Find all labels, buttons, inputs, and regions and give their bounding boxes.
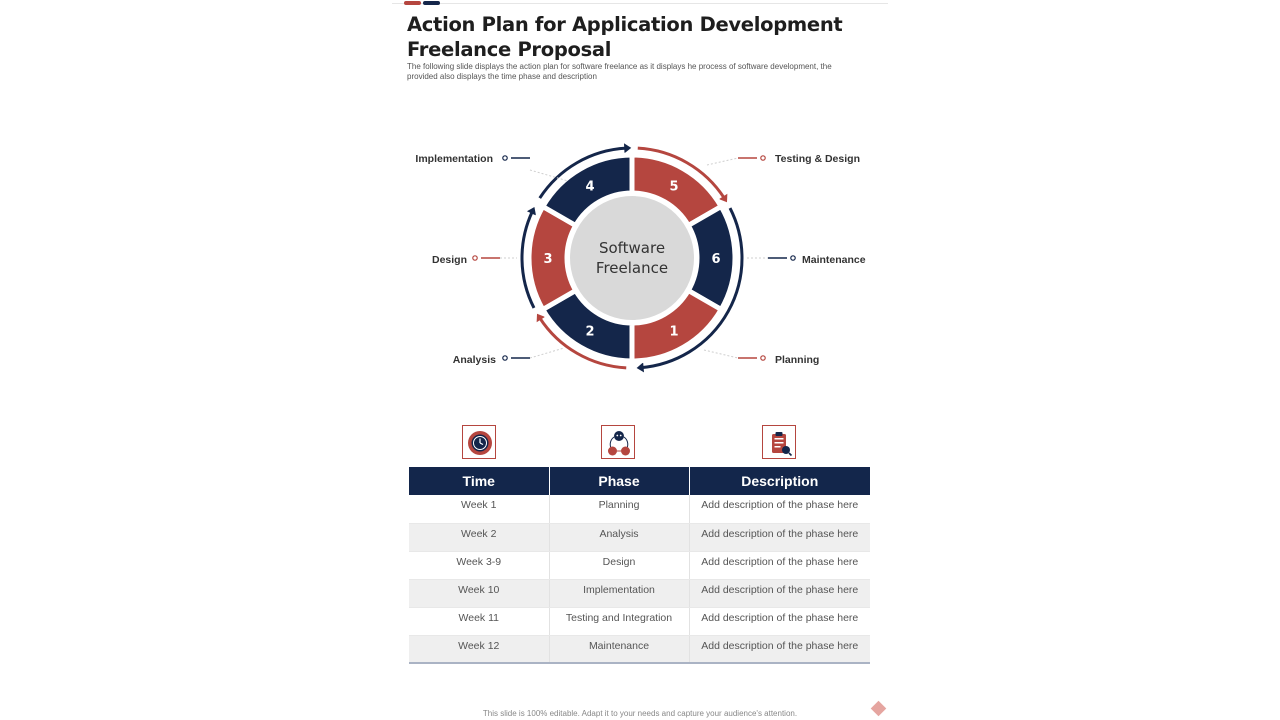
header-description: Description [689, 467, 870, 495]
connector-dot [473, 256, 477, 260]
cycle-arrowhead [624, 143, 631, 153]
phase-label-6: Maintenance [802, 254, 866, 266]
phase-label-3: Design [431, 254, 467, 266]
segment-number-4: 4 [585, 179, 595, 195]
header-phase: Phase [549, 467, 689, 495]
team-icon-box [601, 425, 635, 459]
cell-phase: Analysis [549, 523, 689, 551]
segment-number-2: 2 [585, 324, 595, 340]
table-row [409, 523, 870, 551]
cell-description: Add description of the phase here [689, 635, 870, 663]
cell-time: Week 12 [409, 635, 549, 663]
phase-label-1: Planning [775, 354, 820, 366]
center-label-line-2: Freelance [595, 259, 669, 277]
clock-icon-box [462, 425, 496, 459]
phase-label-2: Analysis [452, 354, 496, 366]
phase-label-4: Implementation [415, 153, 493, 165]
title-line-1: Action Plan for Application Development [407, 13, 843, 36]
connector-dot [761, 156, 765, 160]
segment-number-5: 5 [669, 179, 679, 195]
cell-phase: Implementation [549, 579, 689, 607]
connector-dot [503, 356, 507, 360]
phase-label-5: Testing & Design [775, 153, 860, 165]
connector-dashed [530, 348, 564, 358]
clock-icon [463, 426, 497, 460]
clipboard-icon-box [762, 425, 796, 459]
cell-phase: Planning [549, 495, 689, 523]
cell-time: Week 10 [409, 579, 549, 607]
connector-dot [761, 356, 765, 360]
cell-description: Add description of the phase here [689, 579, 870, 607]
page-subtitle: The following slide displays the action plan for software freelance as it displays he process of software development, the provided also displays the time phase and description [407, 62, 832, 81]
connector-dot [503, 156, 507, 160]
connector-dashed [704, 350, 738, 358]
cell-time: Week 11 [409, 607, 549, 635]
action-plan-table [409, 467, 870, 664]
segment-number-6: 6 [711, 252, 721, 267]
cell-time: Week 1 [409, 495, 549, 523]
cell-description: Add description of the phase here [689, 523, 870, 551]
cell-description: Add description of the phase here [689, 607, 870, 635]
clipboard-icon [763, 426, 797, 460]
cell-description: Add description of the phase here [689, 551, 870, 579]
connector-dot [791, 256, 795, 260]
cycle-arrowhead [637, 362, 644, 372]
center-circle [568, 194, 696, 322]
cell-phase: Testing and Integration [549, 607, 689, 635]
cell-time: Week 2 [409, 523, 549, 551]
segment-number-1: 1 [669, 324, 679, 340]
cell-time: Week 3-9 [409, 551, 549, 579]
table-row [409, 495, 870, 523]
cycle-diagram [392, 0, 888, 400]
center-label-line-1: Software [598, 239, 666, 257]
team-icon [602, 426, 636, 460]
table-header-row [409, 467, 870, 495]
table-row [409, 579, 870, 607]
header-time: Time [409, 467, 549, 495]
cell-phase: Maintenance [549, 635, 689, 663]
title-line-2: Freelance Proposal [407, 38, 612, 61]
connector-dashed [707, 158, 738, 165]
table-row [409, 635, 870, 663]
table-row [409, 551, 870, 579]
cell-phase: Design [549, 551, 689, 579]
table-row [409, 607, 870, 635]
cell-description: Add description of the phase here [689, 495, 870, 523]
footer-note: This slide is 100% editable. Adapt it to your needs and capture your audience's attention. [482, 709, 798, 718]
slide-page [392, 0, 888, 720]
segment-number-3: 3 [543, 252, 553, 267]
